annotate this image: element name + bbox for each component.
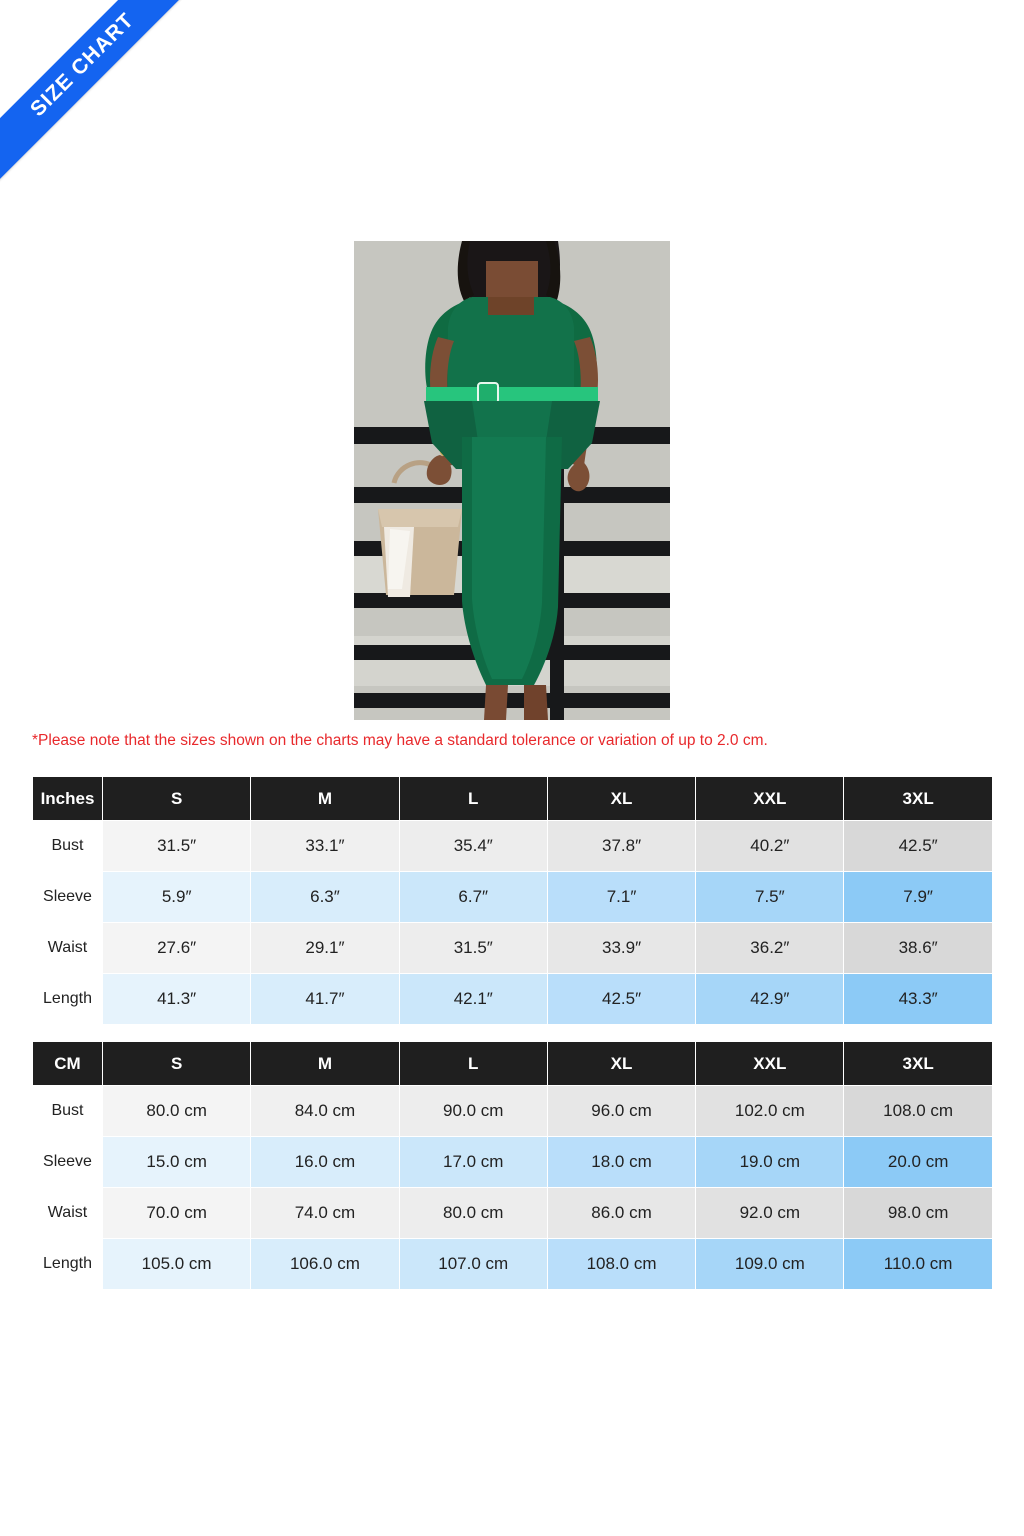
cell-waist-s: 27.6″	[103, 923, 251, 974]
cell-waist-xxl: 36.2″	[696, 923, 844, 974]
cell-bust-3xl: 42.5″	[844, 821, 992, 872]
row-label-sleeve: Sleeve	[33, 1137, 103, 1188]
cell-sleeve-m: 6.3″	[251, 872, 399, 923]
column-header-m: M	[251, 1042, 399, 1086]
cell-waist-s: 70.0 cm	[103, 1188, 251, 1239]
tolerance-note: *Please note that the sizes shown on the charts may have a standard tolerance or variation of up to 2.0 cm.	[32, 732, 768, 749]
cell-length-xl: 108.0 cm	[547, 1239, 695, 1290]
cell-bust-xxl: 102.0 cm	[696, 1086, 844, 1137]
column-header-l: L	[399, 1042, 547, 1086]
cell-bust-m: 33.1″	[251, 821, 399, 872]
size-chart-ribbon	[0, 0, 230, 230]
cell-sleeve-xl: 18.0 cm	[547, 1137, 695, 1188]
table-header-row	[33, 1042, 993, 1086]
cell-bust-xl: 96.0 cm	[547, 1086, 695, 1137]
cell-sleeve-3xl: 7.9″	[844, 872, 992, 923]
cell-length-xl: 42.5″	[547, 974, 695, 1025]
cell-waist-l: 80.0 cm	[399, 1188, 547, 1239]
cell-length-s: 105.0 cm	[103, 1239, 251, 1290]
row-label-waist: Waist	[33, 1188, 103, 1239]
row-label-bust: Bust	[33, 821, 103, 872]
cell-waist-xl: 33.9″	[547, 923, 695, 974]
cell-length-3xl: 43.3″	[844, 974, 992, 1025]
cell-waist-xl: 86.0 cm	[547, 1188, 695, 1239]
column-header-s: S	[103, 1042, 251, 1086]
cell-bust-s: 31.5″	[103, 821, 251, 872]
size-chart-ribbon-label: SIZE CHART	[0, 0, 201, 183]
cell-sleeve-xxl: 19.0 cm	[696, 1137, 844, 1188]
cell-sleeve-l: 17.0 cm	[399, 1137, 547, 1188]
cell-bust-l: 35.4″	[399, 821, 547, 872]
column-header-xl: XL	[547, 777, 695, 821]
cell-bust-xl: 37.8″	[547, 821, 695, 872]
cell-waist-3xl: 98.0 cm	[844, 1188, 992, 1239]
row-label-length: Length	[33, 1239, 103, 1290]
table-row	[33, 821, 993, 872]
cell-bust-3xl: 108.0 cm	[844, 1086, 992, 1137]
column-header-m: M	[251, 777, 399, 821]
cell-length-s: 41.3″	[103, 974, 251, 1025]
product-photo	[354, 241, 670, 720]
cell-bust-l: 90.0 cm	[399, 1086, 547, 1137]
table-row	[33, 1239, 993, 1290]
cell-length-xxl: 109.0 cm	[696, 1239, 844, 1290]
cell-sleeve-m: 16.0 cm	[251, 1137, 399, 1188]
cell-length-m: 106.0 cm	[251, 1239, 399, 1290]
cell-length-l: 107.0 cm	[399, 1239, 547, 1290]
column-header-s: S	[103, 777, 251, 821]
table-row	[33, 974, 993, 1025]
column-header-3xl: 3XL	[844, 777, 992, 821]
cell-waist-m: 74.0 cm	[251, 1188, 399, 1239]
product-photo-illustration	[354, 241, 670, 720]
cell-sleeve-3xl: 20.0 cm	[844, 1137, 992, 1188]
column-header-l: L	[399, 777, 547, 821]
cell-sleeve-xxl: 7.5″	[696, 872, 844, 923]
cell-sleeve-xl: 7.1″	[547, 872, 695, 923]
row-label-waist: Waist	[33, 923, 103, 974]
size-table-inches	[32, 776, 993, 1025]
cell-waist-l: 31.5″	[399, 923, 547, 974]
row-label-sleeve: Sleeve	[33, 872, 103, 923]
cell-sleeve-l: 6.7″	[399, 872, 547, 923]
table-row	[33, 923, 993, 974]
table-row	[33, 872, 993, 923]
column-header-3xl: 3XL	[844, 1042, 992, 1086]
cell-waist-m: 29.1″	[251, 923, 399, 974]
column-header-xxl: XXL	[696, 777, 844, 821]
table-row	[33, 1188, 993, 1239]
row-label-bust: Bust	[33, 1086, 103, 1137]
table-row	[33, 1137, 993, 1188]
column-header-xl: XL	[547, 1042, 695, 1086]
unit-header-cm: CM	[33, 1042, 103, 1086]
column-header-xxl: XXL	[696, 1042, 844, 1086]
cell-bust-s: 80.0 cm	[103, 1086, 251, 1137]
cell-length-3xl: 110.0 cm	[844, 1239, 992, 1290]
cell-length-xxl: 42.9″	[696, 974, 844, 1025]
cell-waist-3xl: 38.6″	[844, 923, 992, 974]
table-header-row	[33, 777, 993, 821]
cell-length-l: 42.1″	[399, 974, 547, 1025]
cell-bust-m: 84.0 cm	[251, 1086, 399, 1137]
cell-bust-xxl: 40.2″	[696, 821, 844, 872]
cell-length-m: 41.7″	[251, 974, 399, 1025]
table-row	[33, 1086, 993, 1137]
cell-sleeve-s: 5.9″	[103, 872, 251, 923]
size-table-cm	[32, 1041, 993, 1290]
unit-header-inches: Inches	[33, 777, 103, 821]
row-label-length: Length	[33, 974, 103, 1025]
cell-sleeve-s: 15.0 cm	[103, 1137, 251, 1188]
cell-waist-xxl: 92.0 cm	[696, 1188, 844, 1239]
